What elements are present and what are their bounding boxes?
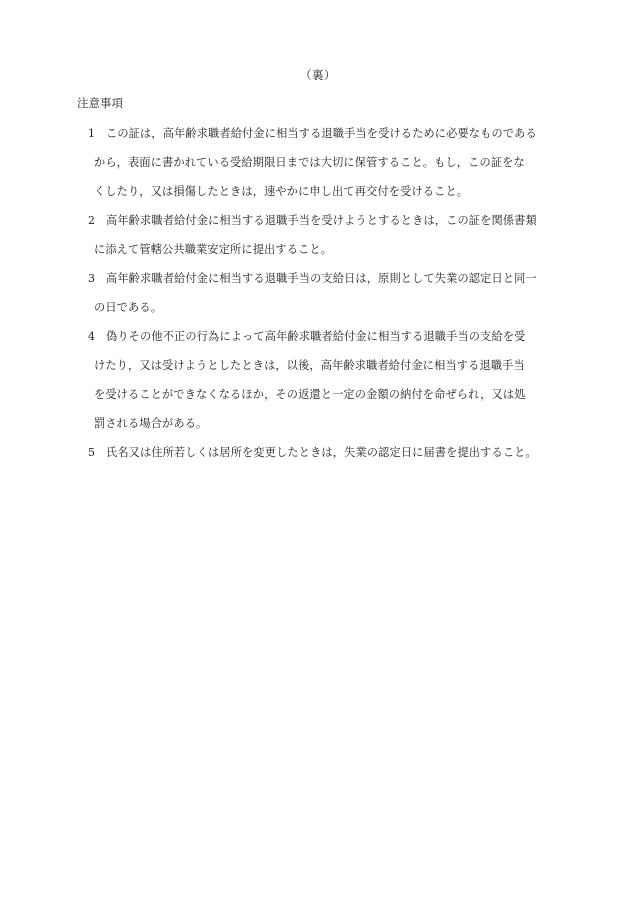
note-line: この証は，高年齢求職者給付金に相当する退職手当を受けるために必要なものである (106, 127, 537, 140)
note-line: に添えて管轄公共職業安定所に提出すること。 (94, 243, 333, 256)
note-line: を受けることができなくなるほか，その返還と一定の金額の納付を命ぜられ，又は処 (94, 388, 526, 401)
section-title: 注意事項 (77, 96, 123, 110)
note-number: 4 (88, 330, 95, 343)
note-line: 罰される場合がある。 (94, 417, 208, 430)
note-item (0, 119, 630, 206)
notes-list (0, 119, 630, 467)
note-number: 3 (88, 272, 95, 285)
note-number: 5 (88, 446, 95, 459)
note-line: から，表面に書かれている受給期限日までは大切に保管すること。もし，この証をな (94, 156, 525, 169)
note-line: の日である。 (94, 301, 163, 314)
page-label: （裏） (300, 68, 336, 82)
note-line: 高年齢求職者給付金に相当する退職手当の支給日は，原則として失業の認定日と同一 (106, 272, 537, 285)
note-line: 高年齢求職者給付金に相当する退職手当を受けようとするときは，この証を関係書類 (106, 214, 537, 227)
note-item (0, 438, 630, 467)
note-number: 2 (88, 214, 95, 227)
note-line: けたり，又は受けようとしたときは，以後，高年齢求職者給付金に相当する退職手当 (94, 359, 525, 372)
note-item (0, 264, 630, 322)
note-line: くしたり，又は損傷したときは，速やかに申し出て再交付を受けること。 (94, 185, 469, 198)
note-line: 氏名又は住所若しくは居所を変更したときは，失業の認定日に届書を提出すること。 (106, 446, 537, 459)
note-item (0, 322, 630, 438)
note-number: 1 (88, 127, 95, 140)
note-line: 偽りその他不正の行為によって高年齢求職者給付金に相当する退職手当の支給を受 (106, 330, 526, 343)
note-item (0, 206, 630, 264)
